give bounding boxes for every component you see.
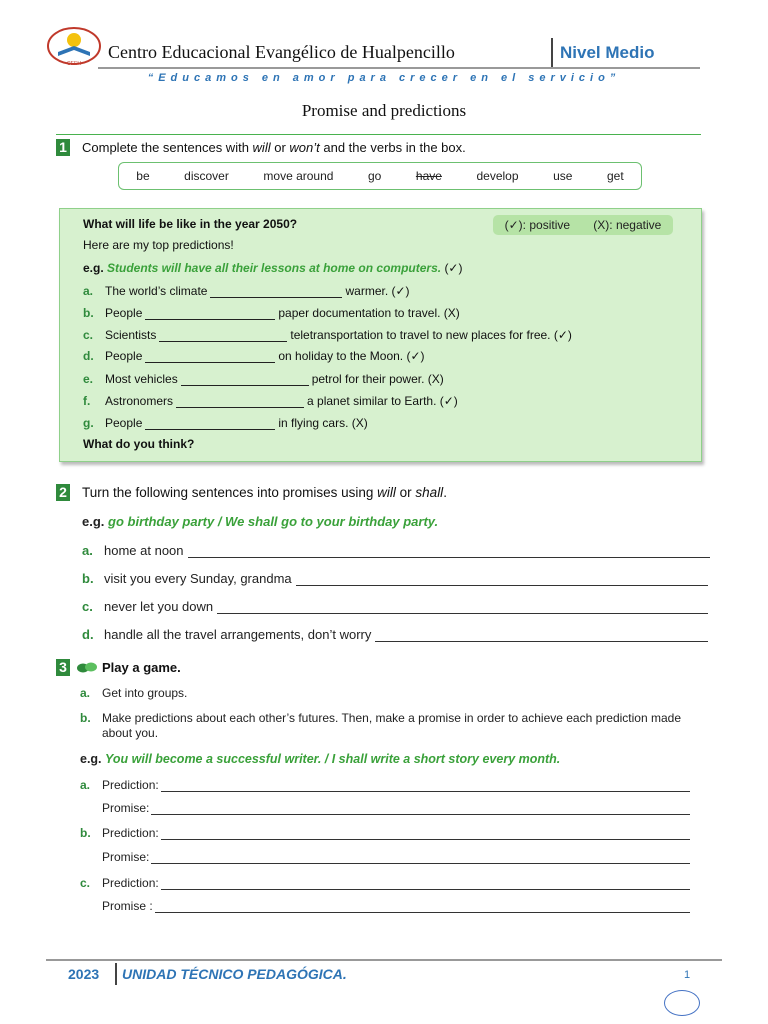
item-after: teletransportation to travel to new places for free. (✓): [290, 328, 572, 342]
answer-line[interactable]: [161, 790, 690, 792]
answer-line[interactable]: [161, 888, 690, 890]
step-label: a.: [80, 686, 91, 700]
promise-item: [82, 599, 708, 614]
step-b: [80, 711, 690, 741]
prediction-item: [83, 416, 368, 430]
promise-item: [82, 543, 710, 558]
pair-label: c.: [80, 876, 91, 890]
item-before: The world’s climate: [105, 284, 208, 298]
promise-label: Promise :: [102, 899, 153, 913]
legend-positive: (✓): positive: [504, 218, 571, 232]
example-label: e.g.: [83, 261, 104, 275]
prediction-item: [83, 284, 410, 298]
section-1-rule: [56, 134, 701, 135]
answer-line[interactable]: [375, 640, 708, 642]
example-text: Students will have all their lessons at home on computers.: [107, 261, 442, 275]
word-go: go: [368, 169, 382, 183]
pair-label: b.: [80, 826, 91, 840]
example-text: go birthday party / We shall go to your birthday party.: [108, 514, 439, 529]
item-label: a.: [82, 543, 93, 558]
item-label: b.: [82, 571, 94, 586]
promise-item: [82, 627, 708, 642]
example-mark: (✓): [444, 261, 463, 275]
item-before: Astronomers: [105, 394, 174, 408]
header-divider: [551, 38, 553, 68]
answer-line[interactable]: [151, 813, 690, 815]
example-label: e.g.: [82, 514, 105, 529]
word-be: be: [136, 169, 150, 183]
section-1-instruction: [56, 139, 716, 156]
promise-label: Promise:: [102, 850, 150, 864]
prediction-item: [83, 372, 444, 386]
section-3-title: Play a game.: [102, 660, 181, 675]
predictions-title: What will life be like in the year 2050?: [83, 217, 298, 231]
word-have: have: [415, 169, 442, 183]
answer-blank[interactable]: [145, 419, 275, 430]
item-label: d.: [83, 349, 94, 363]
item-label: e.: [83, 372, 94, 386]
step-label: b.: [80, 711, 91, 725]
page-title: Promise and predictions: [301, 101, 467, 120]
answer-blank[interactable]: [159, 331, 287, 342]
section-3-example: [80, 752, 560, 766]
level-label: Nivel Medio: [560, 43, 655, 62]
prediction-row: [80, 826, 690, 840]
item-label: c.: [82, 599, 93, 614]
prediction-item: [83, 328, 572, 342]
prediction-label: Prediction:: [102, 778, 159, 792]
pair-label: a.: [80, 778, 91, 792]
instr-end: .: [443, 485, 447, 500]
item-before: People: [105, 306, 143, 320]
answer-line[interactable]: [188, 556, 710, 558]
item-text: handle all the travel arrangements, don’t worry: [104, 627, 372, 642]
promise-label: Promise:: [102, 801, 150, 815]
item-label: c.: [83, 328, 94, 342]
instr-shall: shall: [415, 485, 444, 500]
header-rule: [98, 67, 700, 69]
instr-or: or: [270, 140, 290, 155]
section-1-number: 1: [56, 139, 70, 156]
svg-text:CEEH: CEEH: [67, 61, 81, 67]
school-logo: [46, 26, 102, 68]
word-get: get: [606, 169, 624, 183]
example-text: You will become a successful writer. / I shall write a short story every month.: [105, 752, 561, 766]
answer-blank[interactable]: [176, 397, 304, 408]
word-discover: discover: [184, 169, 229, 183]
oval-shape: [664, 990, 700, 1016]
item-label: f.: [83, 394, 91, 408]
prediction-item: [83, 394, 458, 408]
step-text: Get into groups.: [102, 686, 188, 700]
instr-wont: won’t: [289, 140, 320, 155]
word-develop: develop: [476, 169, 519, 183]
item-label: g.: [83, 416, 94, 430]
school-name: Centro Educacional Evangélico de Hualpencillo: [108, 42, 455, 62]
speech-bubbles-icon: [76, 662, 98, 674]
item-after: on holiday to the Moon. (✓): [278, 349, 425, 363]
item-after: paper documentation to travel. (X): [278, 306, 460, 320]
item-label: b.: [83, 306, 94, 320]
predictions-example: [83, 261, 462, 275]
section-3-heading: [56, 659, 181, 676]
word-move-around: move around: [263, 169, 334, 183]
item-label: d.: [82, 627, 94, 642]
prediction-item: [83, 306, 460, 320]
prediction-row: [80, 778, 690, 792]
answer-blank[interactable]: [145, 309, 275, 320]
instr-text-end: and the verbs in the box.: [319, 140, 466, 155]
word-use: use: [553, 169, 573, 183]
section-2-instruction: [56, 484, 447, 501]
answer-line[interactable]: [161, 838, 690, 840]
promise-row: [80, 850, 690, 864]
item-after: in flying cars. (X): [278, 416, 368, 430]
answer-blank[interactable]: [181, 375, 309, 386]
section-2-number: 2: [56, 484, 70, 501]
prediction-row: [80, 876, 690, 890]
item-before: Scientists: [105, 328, 157, 342]
item-text: never let you down: [104, 599, 214, 614]
example-label: e.g.: [80, 752, 102, 766]
footer-year: 2023: [68, 966, 100, 982]
item-before: Most vehicles: [105, 372, 178, 386]
school-motto: “Educamos en amor para crecer en el servicio”: [147, 72, 621, 84]
instr-text: Turn the following sentences into promises using: [82, 485, 378, 500]
word-box: [118, 162, 642, 190]
item-label: a.: [83, 284, 94, 298]
section-3-number: 3: [56, 659, 70, 676]
prediction-label: Prediction:: [102, 826, 159, 840]
prediction-item: [83, 349, 425, 363]
answer-line[interactable]: [296, 584, 708, 586]
legend-negative: (X): negative: [593, 218, 662, 232]
footer-rule: [46, 959, 722, 961]
promise-item: [82, 571, 708, 586]
item-after: warmer. (✓): [345, 284, 410, 298]
answer-blank[interactable]: [210, 287, 342, 298]
predictions-closing: What do you think?: [83, 437, 195, 451]
footer-unit: UNIDAD TÉCNICO PEDAGÓGICA.: [122, 966, 347, 982]
item-after: petrol for their power. (X): [311, 372, 444, 386]
page-number: 1: [684, 969, 691, 981]
step-text: Make predictions about each other’s futures. Then, make a promise in order to achieve each prediction made about you.: [102, 711, 681, 740]
item-before: People: [105, 416, 143, 430]
promise-row: [80, 899, 690, 913]
item-before: People: [105, 349, 143, 363]
item-after: a planet similar to Earth. (✓): [307, 394, 458, 408]
prediction-label: Prediction:: [102, 876, 159, 890]
item-text: visit you every Sunday, grandma: [104, 571, 292, 586]
answer-line[interactable]: [155, 911, 690, 913]
answer-blank[interactable]: [145, 352, 275, 363]
section-2-example: [82, 514, 438, 529]
footer-divider: [115, 963, 117, 985]
instr-text: Complete the sentences with: [82, 140, 253, 155]
instr-will: will: [377, 485, 396, 500]
answer-line[interactable]: [217, 612, 708, 614]
instr-or: or: [395, 485, 416, 500]
legend: [493, 215, 673, 235]
item-text: home at noon: [104, 543, 184, 558]
step-a: [80, 686, 187, 700]
instr-will: will: [252, 140, 271, 155]
promise-row: [80, 801, 690, 815]
predictions-intro: Here are my top predictions!: [83, 238, 234, 252]
answer-line[interactable]: [151, 862, 690, 864]
